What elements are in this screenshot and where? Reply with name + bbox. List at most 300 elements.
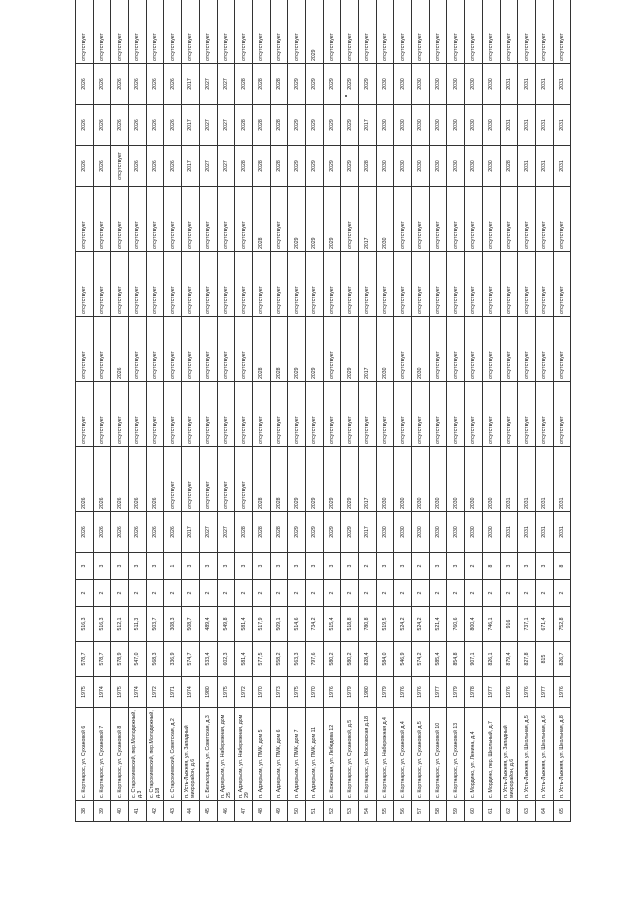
table-cell: 546,9 bbox=[394, 642, 412, 677]
table-cell: отсутствует bbox=[252, 0, 270, 64]
row-number-cell: 65 bbox=[553, 801, 571, 822]
table-cell: отсутствует bbox=[235, 447, 253, 512]
table-cell: 2030 bbox=[447, 64, 465, 105]
table-cell: 2 bbox=[235, 580, 253, 607]
table-cell: 509,1 bbox=[270, 607, 288, 642]
table-cell: 2029 bbox=[341, 64, 359, 105]
table-cell: отсутствует bbox=[182, 0, 200, 64]
table-cell: 1979 bbox=[447, 677, 465, 708]
table-row bbox=[146, 0, 164, 822]
table-cell: 2029 bbox=[305, 187, 323, 252]
table-cell: 1976 bbox=[394, 677, 412, 708]
table-cell: 2030 bbox=[412, 105, 430, 146]
table-row bbox=[199, 0, 217, 822]
table-cell: отсутствует bbox=[553, 187, 571, 252]
table-cell: 2 bbox=[412, 580, 430, 607]
table-cell: отсутствует bbox=[111, 252, 129, 317]
table-cell: 746,1 bbox=[482, 607, 500, 642]
row-number-cell: 58 bbox=[429, 801, 447, 822]
table-cell: отсутствует bbox=[93, 252, 111, 317]
table-cell: 2029 bbox=[305, 317, 323, 382]
address-cell: п. Усть-Лыжняя, ул. Школьная, д.6 bbox=[535, 708, 553, 801]
table-cell: 2026 bbox=[146, 105, 164, 146]
table-row bbox=[553, 0, 571, 822]
table-cell: 854,8 bbox=[447, 642, 465, 677]
table-cell: отсутствует bbox=[270, 252, 288, 317]
table-row bbox=[394, 0, 412, 822]
row-number-cell: 55 bbox=[376, 801, 394, 822]
table-cell: 2031 bbox=[500, 512, 518, 553]
table-cell: 3 bbox=[341, 553, 359, 580]
table-cell: 2029 bbox=[288, 317, 306, 382]
table-cell: 2 bbox=[270, 580, 288, 607]
table-cell: 2030 bbox=[447, 447, 465, 512]
table-cell: 2031 bbox=[553, 64, 571, 105]
table-cell: 2 bbox=[465, 553, 483, 580]
table-row bbox=[500, 0, 518, 822]
table-cell: 2030 bbox=[482, 146, 500, 187]
table-cell: 1976 bbox=[323, 677, 341, 708]
table-cell: отсутствует bbox=[359, 0, 377, 64]
table-cell: 568,3 bbox=[146, 642, 164, 677]
table-row bbox=[182, 0, 200, 822]
table-cell: 2026 bbox=[146, 447, 164, 512]
table-cell: 2031 bbox=[535, 146, 553, 187]
address-cell: п. Усть-Лыжняя, ул. Западный микрорайон, д.6 bbox=[182, 708, 200, 801]
table-cell: отсутствует bbox=[146, 187, 164, 252]
table-cell: 508,7 bbox=[182, 607, 200, 642]
table-cell: 2 bbox=[129, 580, 147, 607]
address-cell: п. Адзерьом, ул. ПМК, дом 11 bbox=[305, 708, 323, 801]
address-cell: с. Кортнарос, ул. Сухановой, д.5 bbox=[341, 708, 359, 801]
table-cell: 797,6 bbox=[305, 642, 323, 677]
table-cell: отсутствует bbox=[235, 252, 253, 317]
table-cell: 2026 bbox=[129, 447, 147, 512]
table-cell: 3 bbox=[252, 553, 270, 580]
table-cell: 2029 bbox=[288, 187, 306, 252]
table-cell: 2026 bbox=[93, 447, 111, 512]
address-cell: с. Кортнарос, ул. Московская д.18 bbox=[359, 708, 377, 801]
table-cell: 2031 bbox=[518, 512, 536, 553]
table-cell: 3 bbox=[447, 553, 465, 580]
table-cell: 2026 bbox=[129, 105, 147, 146]
table-cell: отсутствует bbox=[535, 252, 553, 317]
table-cell: 563,3 bbox=[288, 642, 306, 677]
table-cell: отсутствует bbox=[359, 252, 377, 317]
table-cell: 1976 bbox=[500, 677, 518, 708]
table-cell: отсутствует bbox=[129, 382, 147, 447]
row-number-cell: 46 bbox=[217, 801, 235, 822]
table-cell: отсутствует bbox=[447, 317, 465, 382]
row-number-cell: 49 bbox=[270, 801, 288, 822]
table-cell: 2 bbox=[252, 580, 270, 607]
address-cell: с. Мордино, пер. Школьный, д.7 bbox=[482, 708, 500, 801]
table-cell: 2026 bbox=[129, 146, 147, 187]
table-cell: 1977 bbox=[535, 677, 553, 708]
row-number-cell: 57 bbox=[412, 801, 430, 822]
table-cell: 2017 bbox=[359, 317, 377, 382]
address-cell: п. Адзерьом, ул. ПМК, дом 5 bbox=[252, 708, 270, 801]
row-number-cell: 53 bbox=[341, 801, 359, 822]
table-cell: отсутствует bbox=[217, 187, 235, 252]
table-cell: 828,4 bbox=[359, 642, 377, 677]
row-number-cell: 42 bbox=[146, 801, 164, 822]
table-cell: 2029 bbox=[341, 317, 359, 382]
table-cell: отсутствует bbox=[270, 187, 288, 252]
table-cell: 2031 bbox=[518, 105, 536, 146]
table-cell: отсутствует bbox=[252, 252, 270, 317]
table-cell: 519,5 bbox=[376, 607, 394, 642]
table-cell: 1974 bbox=[129, 677, 147, 708]
table-cell: отсутствует bbox=[235, 0, 253, 64]
table-cell: 2 bbox=[76, 580, 94, 607]
table-cell: 2029 bbox=[323, 447, 341, 512]
table-cell: 826,7 bbox=[553, 642, 571, 677]
table-cell: 3 bbox=[270, 553, 288, 580]
table-cell: 581,4 bbox=[235, 607, 253, 642]
table-cell: 2026 bbox=[93, 105, 111, 146]
table-cell: отсутствует bbox=[518, 187, 536, 252]
table-cell: 2030 bbox=[394, 64, 412, 105]
table-cell: 3 bbox=[93, 553, 111, 580]
table-cell: 1974 bbox=[182, 677, 200, 708]
table-cell: 2026 bbox=[146, 512, 164, 553]
table-cell: 2026 bbox=[111, 105, 129, 146]
table-cell: 2031 bbox=[518, 146, 536, 187]
table-cell: 827,8 bbox=[518, 642, 536, 677]
table-row bbox=[465, 0, 483, 822]
table-cell: отсутствует bbox=[323, 382, 341, 447]
table-cell: отсутствует bbox=[235, 187, 253, 252]
table-cell: 2029 bbox=[359, 64, 377, 105]
table-row bbox=[305, 0, 323, 822]
table-cell: 2030 bbox=[412, 447, 430, 512]
table-cell: 2028 bbox=[252, 105, 270, 146]
table-cell: 2028 bbox=[270, 447, 288, 512]
table-cell: 2026 bbox=[93, 146, 111, 187]
table-cell: отсутствует bbox=[217, 382, 235, 447]
table-cell: 2030 bbox=[376, 187, 394, 252]
table-cell: отсутствует bbox=[199, 0, 217, 64]
table-cell: 1980 bbox=[199, 677, 217, 708]
table-cell: 2031 bbox=[535, 512, 553, 553]
table-cell: 3 bbox=[518, 553, 536, 580]
table-cell: отсутствует bbox=[394, 382, 412, 447]
table-cell: 1977 bbox=[429, 677, 447, 708]
row-number-cell: 50 bbox=[288, 801, 306, 822]
table-cell: 2026 bbox=[76, 64, 94, 105]
table-cell: 2031 bbox=[553, 146, 571, 187]
table-cell: отсутствует bbox=[447, 0, 465, 64]
table-cell: 3 bbox=[182, 553, 200, 580]
table-cell: 2027 bbox=[199, 146, 217, 187]
table-cell: отсутствует bbox=[341, 187, 359, 252]
table-cell: отсутствует bbox=[199, 382, 217, 447]
table-cell: 602,3 bbox=[217, 642, 235, 677]
table-cell: 2030 bbox=[482, 447, 500, 512]
row-number-cell: 45 bbox=[199, 801, 217, 822]
table-cell: 2030 bbox=[394, 447, 412, 512]
table-cell: 8 bbox=[482, 553, 500, 580]
table-cell: отсутствует bbox=[429, 382, 447, 447]
table-row bbox=[341, 0, 359, 822]
table-cell: отсутствует bbox=[394, 252, 412, 317]
table-cell: 2027 bbox=[217, 105, 235, 146]
table-cell: 2 bbox=[412, 553, 430, 580]
table-cell: 2028 bbox=[252, 317, 270, 382]
table-cell: 1975 bbox=[217, 677, 235, 708]
table-cell: отсутствует bbox=[111, 382, 129, 447]
table-cell: 2029 bbox=[305, 64, 323, 105]
table-cell: 2031 bbox=[518, 64, 536, 105]
table-cell: 3 bbox=[535, 553, 553, 580]
table-cell: 2028 bbox=[252, 447, 270, 512]
address-cell: с. Старокиевский, пер.Молодежный, д.18 bbox=[146, 708, 164, 801]
table-cell: отсутствует bbox=[482, 187, 500, 252]
table-cell: 2026 bbox=[76, 447, 94, 512]
table-cell: отсутствует bbox=[164, 382, 182, 447]
address-cell: п. Адзерьом, ул. Набережная, дом 29 bbox=[235, 708, 253, 801]
table-cell: 2031 bbox=[535, 64, 553, 105]
table-cell: 2 bbox=[482, 580, 500, 607]
table-cell: 2026 bbox=[111, 512, 129, 553]
table-cell: 2027 bbox=[217, 512, 235, 553]
table-cell: отсутствует bbox=[199, 317, 217, 382]
row-number-cell: 52 bbox=[323, 801, 341, 822]
table-cell: 2029 bbox=[341, 146, 359, 187]
address-cell: с. Кортнарос, ул. Сухановой 8 bbox=[111, 708, 129, 801]
address-cell: с. Мордино, ул. Ленина, д.4 bbox=[465, 708, 483, 801]
row-number-cell: 43 bbox=[164, 801, 182, 822]
table-cell: 2026 bbox=[164, 512, 182, 553]
table-cell: отсутствует bbox=[535, 382, 553, 447]
table-cell: 2 bbox=[465, 580, 483, 607]
table-cell: отсутствует bbox=[535, 0, 553, 64]
table-cell: 515,4 bbox=[323, 607, 341, 642]
table-cell: 2028 bbox=[270, 64, 288, 105]
table-cell: 2031 bbox=[535, 105, 553, 146]
table-cell: 2030 bbox=[482, 512, 500, 553]
table-cell: отсутствует bbox=[323, 317, 341, 382]
address-cell: п. Адзерьом, ул. Набережная, дом 25 bbox=[217, 708, 235, 801]
table-cell: отсутствует bbox=[164, 317, 182, 382]
table-cell: 2030 bbox=[412, 317, 430, 382]
address-cell: с. Кортнарос, ул. Набережная д.4 bbox=[376, 708, 394, 801]
table-cell: 2028 bbox=[235, 512, 253, 553]
table-row bbox=[447, 0, 465, 822]
table-cell: 2031 bbox=[553, 447, 571, 512]
table-cell: 2029 bbox=[305, 512, 323, 553]
table-row bbox=[535, 0, 553, 822]
table-cell: 2026 bbox=[93, 512, 111, 553]
table-cell: 580,2 bbox=[323, 642, 341, 677]
table-cell: 2029 bbox=[341, 512, 359, 553]
row-number-cell: 64 bbox=[535, 801, 553, 822]
table-cell: 3 bbox=[323, 553, 341, 580]
table-cell: 737,1 bbox=[518, 607, 536, 642]
table-cell: 734,2 bbox=[305, 607, 323, 642]
table-cell: отсутствует bbox=[341, 252, 359, 317]
table-cell: 2030 bbox=[429, 64, 447, 105]
table-cell: 3 bbox=[217, 553, 235, 580]
table-cell: 2 bbox=[518, 580, 536, 607]
table-cell: отсутствует bbox=[164, 0, 182, 64]
address-cell: с. Кортнарос, ул. Сухановой 10 bbox=[429, 708, 447, 801]
table-cell: 2030 bbox=[376, 447, 394, 512]
table-cell: 578,7 bbox=[93, 642, 111, 677]
table-cell: 2017 bbox=[182, 146, 200, 187]
table-row bbox=[270, 0, 288, 822]
table-cell: 2026 bbox=[76, 512, 94, 553]
table-cell: отсутствует bbox=[182, 382, 200, 447]
table-cell: 2017 bbox=[182, 512, 200, 553]
table-cell: отсутствует bbox=[500, 317, 518, 382]
table-cell: 3 bbox=[111, 553, 129, 580]
row-number-cell: 61 bbox=[482, 801, 500, 822]
table-cell: отсутствует bbox=[376, 252, 394, 317]
table-cell: отсутствует bbox=[129, 187, 147, 252]
table-row bbox=[376, 0, 394, 822]
table-cell: 3 bbox=[76, 553, 94, 580]
table-cell: 3 bbox=[129, 553, 147, 580]
table-cell: отсутствует bbox=[76, 187, 94, 252]
table-cell: 3 bbox=[235, 553, 253, 580]
table-cell: 2027 bbox=[217, 64, 235, 105]
table-cell: 1972 bbox=[235, 677, 253, 708]
table-cell: 2017 bbox=[359, 187, 377, 252]
table-cell: 2029 bbox=[341, 105, 359, 146]
table-row bbox=[288, 0, 306, 822]
table-cell: 2029 bbox=[288, 447, 306, 512]
address-cell: с. Старокиевский, пер.Молодежный, д.3 bbox=[129, 708, 147, 801]
table-cell: 907,1 bbox=[465, 642, 483, 677]
table-cell: отсутствует bbox=[518, 0, 536, 64]
table-cell: 578,9 bbox=[111, 642, 129, 677]
table-cell: отсутствует bbox=[182, 447, 200, 512]
table-row bbox=[252, 0, 270, 822]
table-cell: 2030 bbox=[376, 64, 394, 105]
table-cell: 2029 bbox=[305, 0, 323, 64]
scanned-page bbox=[75, 33, 570, 822]
table-cell: 916 bbox=[500, 607, 518, 642]
table-cell: 671,4 bbox=[535, 607, 553, 642]
table-cell: отсутствует bbox=[447, 187, 465, 252]
table-row bbox=[164, 0, 182, 822]
table-cell: 2031 bbox=[553, 105, 571, 146]
table-cell: 2030 bbox=[465, 447, 483, 512]
table-row bbox=[217, 0, 235, 822]
table-cell: 516,3 bbox=[76, 607, 94, 642]
table-cell: 578,7 bbox=[76, 642, 94, 677]
address-cell: п. Адзерьом, ул. ПМК, дом 6 bbox=[270, 708, 288, 801]
table-cell: отсутствует bbox=[500, 252, 518, 317]
table-cell: отсутствует bbox=[217, 447, 235, 512]
table-cell: отсутствует bbox=[429, 317, 447, 382]
table-cell: 2029 bbox=[288, 64, 306, 105]
table-cell: 2030 bbox=[376, 105, 394, 146]
table-cell: 524,2 bbox=[394, 607, 412, 642]
row-number-cell: 63 bbox=[518, 801, 536, 822]
table-cell: 581,4 bbox=[235, 642, 253, 677]
table-cell: 2027 bbox=[199, 105, 217, 146]
table-cell: 574,7 bbox=[182, 642, 200, 677]
table-cell: 2030 bbox=[394, 146, 412, 187]
table-row bbox=[93, 0, 111, 822]
row-number-cell: 44 bbox=[182, 801, 200, 822]
table-cell: отсутствует bbox=[429, 252, 447, 317]
table-cell: 2028 bbox=[235, 64, 253, 105]
table-cell: 2 bbox=[146, 580, 164, 607]
table-cell: отсутствует bbox=[93, 187, 111, 252]
table-cell: 2030 bbox=[376, 317, 394, 382]
table-cell: 2 bbox=[323, 580, 341, 607]
table-cell: 879,4 bbox=[500, 642, 518, 677]
table-cell: 2030 bbox=[429, 512, 447, 553]
table-cell: 2017 bbox=[359, 447, 377, 512]
row-number-cell: 40 bbox=[111, 801, 129, 822]
row-number-cell: 59 bbox=[447, 801, 465, 822]
table-cell: 2017 bbox=[359, 512, 377, 553]
table-cell: 3 bbox=[305, 553, 323, 580]
table-cell: отсутствует bbox=[553, 0, 571, 64]
table-cell: 2031 bbox=[518, 447, 536, 512]
address-cell: с. Кортнарос, ул. Сухановой д.4 bbox=[394, 708, 412, 801]
table-cell: 1971 bbox=[164, 677, 182, 708]
table-cell: 558,2 bbox=[270, 642, 288, 677]
table-cell: 752,8 bbox=[553, 607, 571, 642]
table-cell: 2 bbox=[447, 580, 465, 607]
address-cell: с. Бельгорьенн, ул. Советская, д.3 bbox=[199, 708, 217, 801]
table-cell: 2029 bbox=[323, 64, 341, 105]
rotated-table-container bbox=[75, 33, 570, 822]
table-row bbox=[76, 0, 94, 822]
table-cell: 2030 bbox=[465, 105, 483, 146]
table-cell: отсутствует bbox=[482, 382, 500, 447]
table-cell: 2027 bbox=[199, 64, 217, 105]
table-cell: 2026 bbox=[164, 146, 182, 187]
housing-repair-table bbox=[75, 0, 571, 822]
table-cell: 2031 bbox=[553, 512, 571, 553]
table-cell: отсутствует bbox=[323, 252, 341, 317]
table-cell: 308,3 bbox=[164, 607, 182, 642]
table-cell: отсутствует bbox=[482, 0, 500, 64]
table-cell: отсутствует bbox=[376, 0, 394, 64]
table-cell: 2 bbox=[394, 580, 412, 607]
table-cell: 2029 bbox=[323, 187, 341, 252]
table-cell: отсутствует bbox=[500, 0, 518, 64]
row-number-cell: 47 bbox=[235, 801, 253, 822]
table-cell: 1972 bbox=[146, 677, 164, 708]
table-cell: отсутствует bbox=[146, 0, 164, 64]
table-cell: 514,6 bbox=[288, 607, 306, 642]
table-cell: 336,9 bbox=[164, 642, 182, 677]
table-cell: 512,1 bbox=[111, 607, 129, 642]
table-cell: отсутствует bbox=[412, 0, 430, 64]
table-cell: отсутствует bbox=[447, 382, 465, 447]
table-cell: отсутствует bbox=[518, 382, 536, 447]
table-cell: 2026 bbox=[111, 64, 129, 105]
table-cell: 2029 bbox=[341, 447, 359, 512]
table-cell: 2031 bbox=[500, 447, 518, 512]
table-cell: 2017 bbox=[182, 64, 200, 105]
table-cell: 2 bbox=[535, 580, 553, 607]
table-cell: отсутствует bbox=[270, 382, 288, 447]
table-cell: 2026 bbox=[146, 64, 164, 105]
table-cell: 8 bbox=[553, 553, 571, 580]
table-cell: 2030 bbox=[447, 105, 465, 146]
table-cell: 2030 bbox=[465, 512, 483, 553]
table-cell: отсутствует bbox=[199, 252, 217, 317]
